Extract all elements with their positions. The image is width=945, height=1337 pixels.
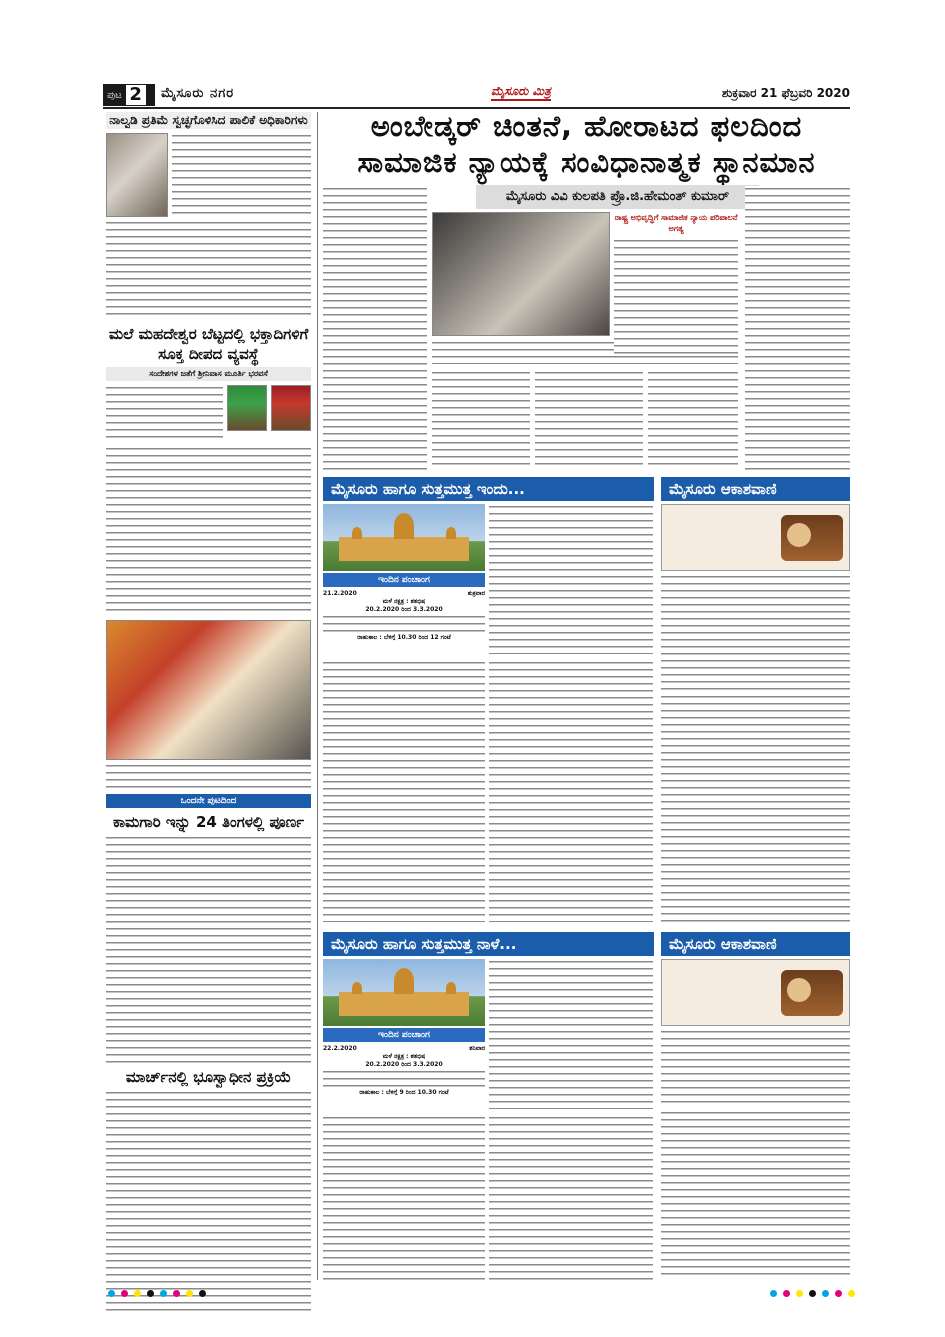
left-column	[106, 112, 311, 1284]
story3-headline: ಕಾಮಗಾರಿ ಇನ್ನು 24 ತಿಂಗಳಲ್ಲಿ ಪೂರ್ಣ	[112, 813, 305, 831]
main-body-col1	[323, 186, 427, 470]
story1-headline: ನಾಲ್ವಡಿ ಪ್ರತಿಮೆ ಸ್ವಚ್ಛಗೊಳಿಸಿದ ಪಾಲಿಕೆ ಅಧಿಕಾರಿಗಳು	[106, 112, 311, 129]
today-range: 20.2.2020 ರಿಂದ 3.3.2020	[365, 606, 443, 613]
today-radio-title: ಮೈಸೂರು ಆಕಾಶವಾಣಿ	[661, 477, 850, 501]
main-headline	[323, 108, 850, 180]
story2-body-cont	[106, 446, 311, 616]
today-events-col1	[489, 504, 653, 654]
main-body-col4	[648, 370, 738, 470]
main-body-col3	[535, 370, 643, 470]
today-panchanga-title: ಇಂದಿನ ಪಂಚಾಂಗ	[323, 573, 485, 587]
today-panchanga-body	[323, 614, 485, 634]
today-events-col1b	[323, 660, 485, 922]
main-subhead: ಮೈಸೂರು ವಿವಿ ಕುಲಪತಿ ಪ್ರೊ.ಜಿ.ಹೇಮಂತ್ ಕುಮಾರ್	[476, 185, 759, 209]
radio-illustration-2	[661, 959, 850, 1026]
story4-headline: ಮಾರ್ಚ್‌ನಲ್ಲಿ ಭೂಸ್ವಾಧೀನ ಪ್ರಕ್ರಿಯೆ	[125, 1068, 292, 1086]
main-body-col5	[745, 186, 850, 470]
tomorrow-panchanga-body	[323, 1069, 485, 1089]
headline-line-2: ಸಾಮಾಜಿಕ ನ್ಯಾಯಕ್ಕೆ ಸಂವಿಧಾನಾತ್ಮಕ ಸ್ಥಾನಮಾನ	[357, 145, 816, 179]
tomorrow-radio-schedule	[661, 1029, 850, 1107]
tomorrow-radio-box	[661, 959, 850, 1107]
pull-quote-box	[614, 212, 738, 364]
event-photo	[106, 620, 311, 760]
story1-body	[172, 133, 311, 217]
tomorrow-date: 22.2.2020	[323, 1045, 357, 1052]
today-events-col2	[489, 660, 653, 922]
today-radio-box	[661, 504, 850, 692]
story2-byline: ಸಂದೇಶಗಳ ಜತೆಗೆ ಶ್ರೀನಿವಾಸ ಮೂರ್ತಿ ಭರವಸೆ	[106, 367, 311, 381]
tomorrow-events-col3	[661, 1110, 850, 1280]
today-events-col3	[661, 694, 850, 922]
story2-body	[106, 385, 223, 443]
today-rahukala: ರಾಹುಕಾಲ : ಬೆಳಿಗ್ಗೆ 10.30 ರಿಂದ 12 ಗಂಟೆ	[357, 634, 451, 641]
today-date: 21.2.2020	[323, 590, 357, 597]
tomorrow-nakshatra: ಮಳೆ ನಕ್ಷತ್ರ : ಶತಭಿಷ	[382, 1053, 426, 1060]
tomorrow-events-col1	[489, 959, 653, 1109]
statue-photo	[106, 133, 168, 217]
story4-body	[106, 1090, 311, 1316]
publication-date: ಶುಕ್ರವಾರ 21 ಫೆಬ್ರವರಿ 2020	[721, 86, 850, 100]
page-number: 2	[126, 85, 146, 105]
continued-section-bar: ಒಂದನೇ ಪುಟದಿಂದ	[106, 794, 311, 808]
registration-marks-right	[770, 1290, 855, 1297]
main-story-photo	[432, 212, 610, 336]
tomorrow-radio-title: ಮೈಸೂರು ಆಕಾಶವಾಣಿ	[661, 932, 850, 956]
tomorrow-panchanga-box	[323, 959, 485, 1097]
story1-body-cont	[106, 220, 311, 320]
today-weekday: ಶುಕ್ರವಾರ	[467, 590, 485, 597]
tomorrow-weekday: ಶನಿವಾರ	[469, 1045, 485, 1052]
today-events-title: ಮೈಸೂರು ಹಾಗೂ ಸುತ್ತಮುತ್ತ ಇಂದು...	[323, 477, 654, 501]
tomorrow-events-col1b	[323, 1115, 485, 1280]
tomorrow-range: 20.2.2020 ರಿಂದ 3.3.2020	[365, 1061, 443, 1068]
palace-illustration	[323, 504, 485, 571]
story3-body	[106, 835, 311, 1065]
radio-illustration	[661, 504, 850, 571]
pull-quote-red: ರಾಷ್ಟ್ರ ಅಭಿವೃದ್ಧಿಗೆ ಸಾಮಾಜಿಕ ನ್ಯಾಯ ಪರಿಪಾಲನೆ ಅಗತ್ಯ	[614, 213, 738, 233]
today-nakshatra: ಮಳೆ ನಕ್ಷತ್ರ : ಶತಭಿಷ	[382, 598, 426, 605]
tomorrow-events-title: ಮೈಸೂರು ಹಾಗೂ ಸುತ್ತಮುತ್ತ ನಾಳೆ...	[323, 932, 654, 956]
today-radio-schedule	[661, 574, 850, 692]
page-header	[103, 84, 850, 106]
story2-headline: ಮಲೆ ಮಹದೇಶ್ವರ ಬೆಟ್ಟದಲ್ಲಿ ಭಕ್ತಾದಿಗಳಿಗೆ ಸೂಕ್ತ ದೀಪದ ವ್ಯವಸ್ಥೆ	[108, 325, 309, 363]
page-number-badge	[103, 84, 155, 106]
tomorrow-panchanga-title: ಇಂದಿನ ಪಂಚಾಂಗ	[323, 1028, 485, 1042]
section-name: ಮೈಸೂರು ನಗರ	[161, 86, 235, 101]
headline-line-1: ಅಂಬೇಡ್ಕರ್ ಚಿಂತನೆ, ಹೋರಾಟದ ಫಲದಿಂದ	[370, 109, 803, 143]
palace-illustration-2	[323, 959, 485, 1026]
masthead: ಮೈಸೂರು ಮಿತ್ರ	[491, 84, 551, 101]
page-label: ಪುಟ	[107, 89, 122, 101]
column-divider	[317, 112, 318, 1280]
event-photo-caption	[106, 763, 311, 791]
tomorrow-events-col2	[489, 1115, 653, 1280]
registration-marks-left	[108, 1290, 206, 1297]
today-panchanga-box	[323, 504, 485, 642]
portrait-photo-2	[271, 385, 311, 431]
tomorrow-rahukala: ರಾಹುಕಾಲ : ಬೆಳಿಗ್ಗೆ 9 ರಿಂದ 10.30 ಗಂಟೆ	[359, 1089, 449, 1096]
portrait-photo-1	[227, 385, 267, 431]
pull-quote-body	[614, 238, 738, 356]
main-body-col2	[432, 370, 530, 470]
